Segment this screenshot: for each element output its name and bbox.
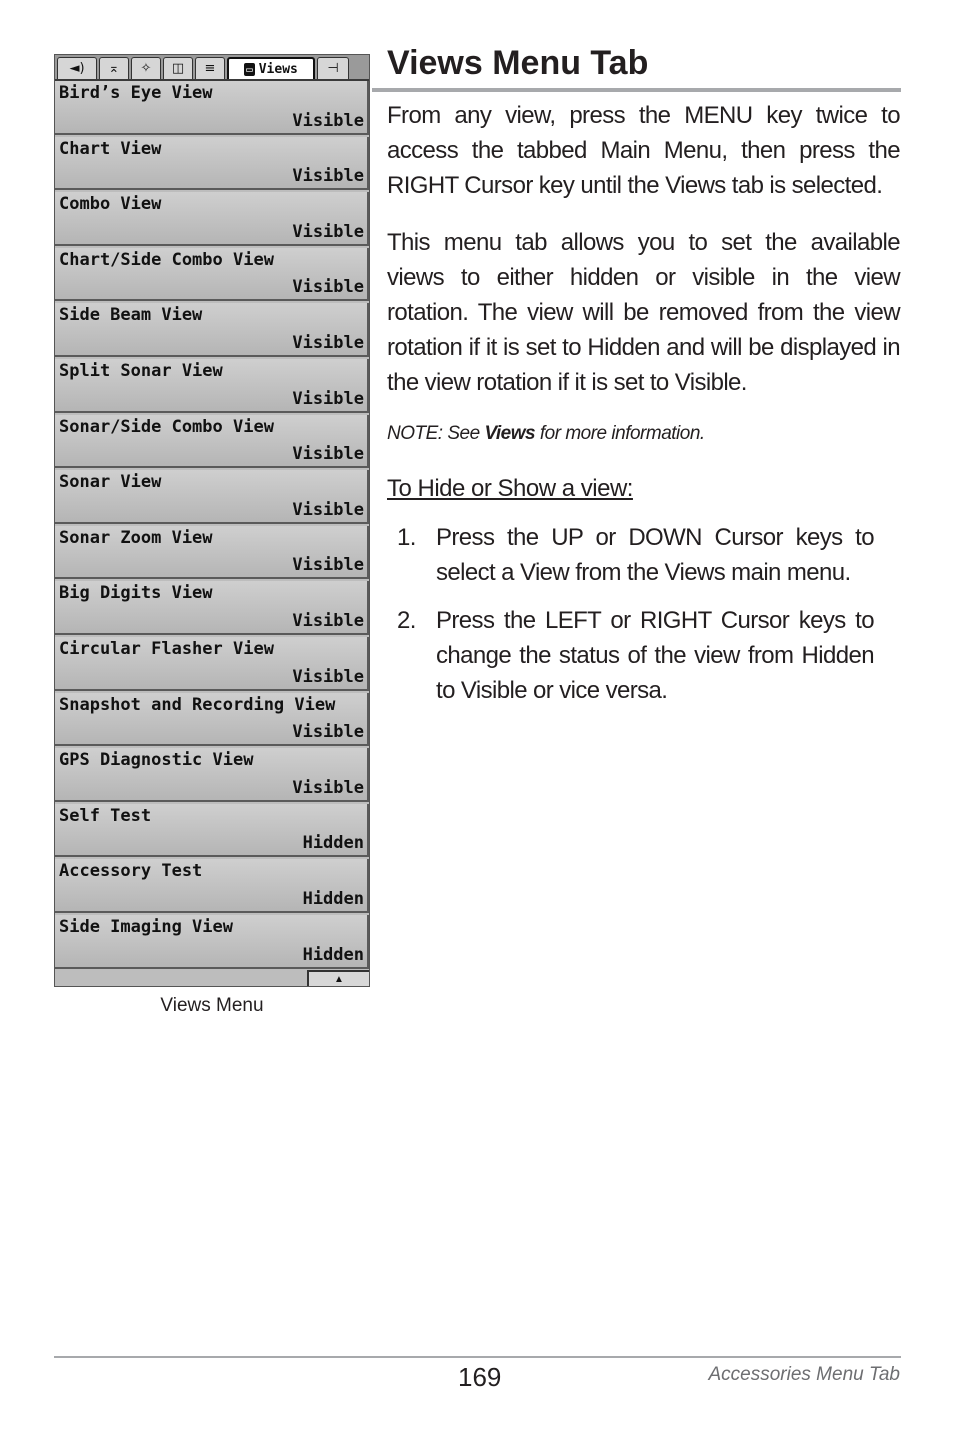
tab-views[interactable] [227, 57, 315, 79]
menu-item-birds-eye-view[interactable] [55, 81, 369, 135]
views-icon: ▭ [246, 62, 253, 76]
menu-item-name: Sonar View [59, 472, 162, 493]
menu-item-name: Split Sonar View [59, 360, 223, 381]
menu-item-status[interactable]: Visible [292, 722, 364, 743]
menu-item-name: Sonar Zoom View [59, 527, 213, 548]
menu-item-sonar-side-combo-view[interactable] [55, 415, 369, 469]
step-text: Press the UP or DOWN Cursor keys to select a View from the Views main menu. [436, 524, 874, 586]
tab-views-label: Views [258, 61, 298, 77]
menu-item-name: Chart/Side Combo View [59, 249, 274, 270]
light-icon[interactable]: ✧ [131, 57, 161, 79]
menu-item-status[interactable]: Visible [292, 166, 364, 187]
menu-item-name: GPS Diagnostic View [59, 750, 254, 771]
menu-item-name: Big Digits View [59, 583, 213, 604]
menu-item-split-sonar-view[interactable] [55, 359, 369, 413]
menu-item-name: Chart View [59, 138, 162, 159]
intro-paragraph: From any view, press the MENU key twice to access the tabbed Main Menu, then press the RIGHT Cursor key until the Views tab is selected. [387, 102, 900, 199]
alarm-icon[interactable]: ⌅ [99, 57, 129, 79]
menu-item-accessory-test[interactable] [55, 859, 369, 913]
step-number: 1. [397, 524, 416, 551]
menu-item-combo-view[interactable] [55, 192, 369, 246]
note [387, 423, 705, 445]
menu-item-status[interactable]: Hidden [302, 833, 364, 854]
note-text-pre: See [442, 423, 485, 444]
procedure-heading: To Hide or Show a view: [387, 475, 633, 502]
sonar-icon[interactable]: ≡ [195, 57, 225, 79]
menu-item-status[interactable]: Visible [292, 499, 364, 520]
menu-item-status[interactable]: Visible [292, 332, 364, 353]
menu-item-name: Combo View [59, 194, 162, 215]
menu-item-status[interactable]: Visible [292, 777, 364, 798]
note-reference: Views [484, 423, 536, 444]
menu-tab-bar [55, 55, 369, 81]
menu-item-sonar-view[interactable] [55, 470, 369, 524]
menu-item-side-beam-view[interactable] [55, 303, 369, 357]
footer-section-name: Accessories Menu Tab [708, 1364, 900, 1385]
menu-item-snapshot-recording-view[interactable] [55, 693, 369, 747]
chart-icon[interactable]: ◫ [163, 57, 193, 79]
menu-item-status[interactable]: Visible [292, 444, 364, 465]
menu-item-name: Circular Flasher View [59, 638, 274, 659]
menu-item-chart-view[interactable] [55, 137, 369, 191]
description-paragraph: This menu tab allows you to set the available views to either hidden or visible in the view rotation. The view will be removed from the view rotation if it is set to Hidden and will be displayed in the view rotation if it is set to Visible. [387, 229, 900, 396]
note-text-post: for more information. [535, 423, 705, 444]
menu-item-name: Self Test [59, 805, 152, 826]
sound-icon[interactable]: ◄) [57, 57, 97, 79]
menu-item-gps-diagnostic-view[interactable] [55, 748, 369, 802]
footer-divider [54, 1356, 901, 1358]
menu-item-sonar-zoom-view[interactable] [55, 526, 369, 580]
menu-item-big-digits-view[interactable] [55, 581, 369, 635]
menu-item-name: Snapshot and Recording View [59, 694, 336, 715]
step-number: 2. [397, 607, 416, 634]
note-label: NOTE: [387, 423, 443, 444]
procedure-step [397, 520, 874, 590]
step-text: Press the LEFT or RIGHT Cursor keys to change the status of the view from Hidden to Visible or vice versa. [436, 607, 874, 704]
menu-item-name: Accessory Test [59, 861, 203, 882]
menu-item-chart-side-combo-view[interactable] [55, 248, 369, 302]
menu-item-name: Sonar/Side Combo View [59, 416, 274, 437]
page-number: 169 [458, 1362, 502, 1392]
menu-item-status[interactable]: Visible [292, 221, 364, 242]
menu-item-status[interactable]: Hidden [302, 888, 364, 909]
menu-item-circular-flasher-view[interactable] [55, 637, 369, 691]
views-menu-list [55, 81, 369, 971]
views-menu-panel [54, 54, 370, 987]
procedure-step [397, 603, 874, 708]
menu-item-name: Side Imaging View [59, 916, 233, 937]
accessory-icon[interactable]: ⊣ [317, 57, 349, 79]
page-title: Views Menu Tab [387, 44, 649, 82]
menu-item-self-test[interactable] [55, 804, 369, 858]
menu-item-status[interactable]: Visible [292, 666, 364, 687]
menu-item-status[interactable]: Visible [292, 555, 364, 576]
menu-item-status[interactable]: Visible [292, 388, 364, 409]
menu-item-status[interactable]: Visible [292, 610, 364, 631]
menu-item-side-imaging-view[interactable] [55, 915, 369, 969]
menu-item-status[interactable]: Hidden [302, 944, 364, 965]
menu-item-name: Bird’s Eye View [59, 83, 213, 103]
title-divider [372, 88, 901, 92]
figure-caption: Views Menu [160, 995, 264, 1016]
menu-item-status[interactable]: Visible [292, 277, 364, 298]
menu-item-name: Side Beam View [59, 305, 203, 326]
scroll-up-icon[interactable]: ▲ [307, 970, 369, 986]
menu-item-status[interactable]: Visible [292, 110, 364, 131]
